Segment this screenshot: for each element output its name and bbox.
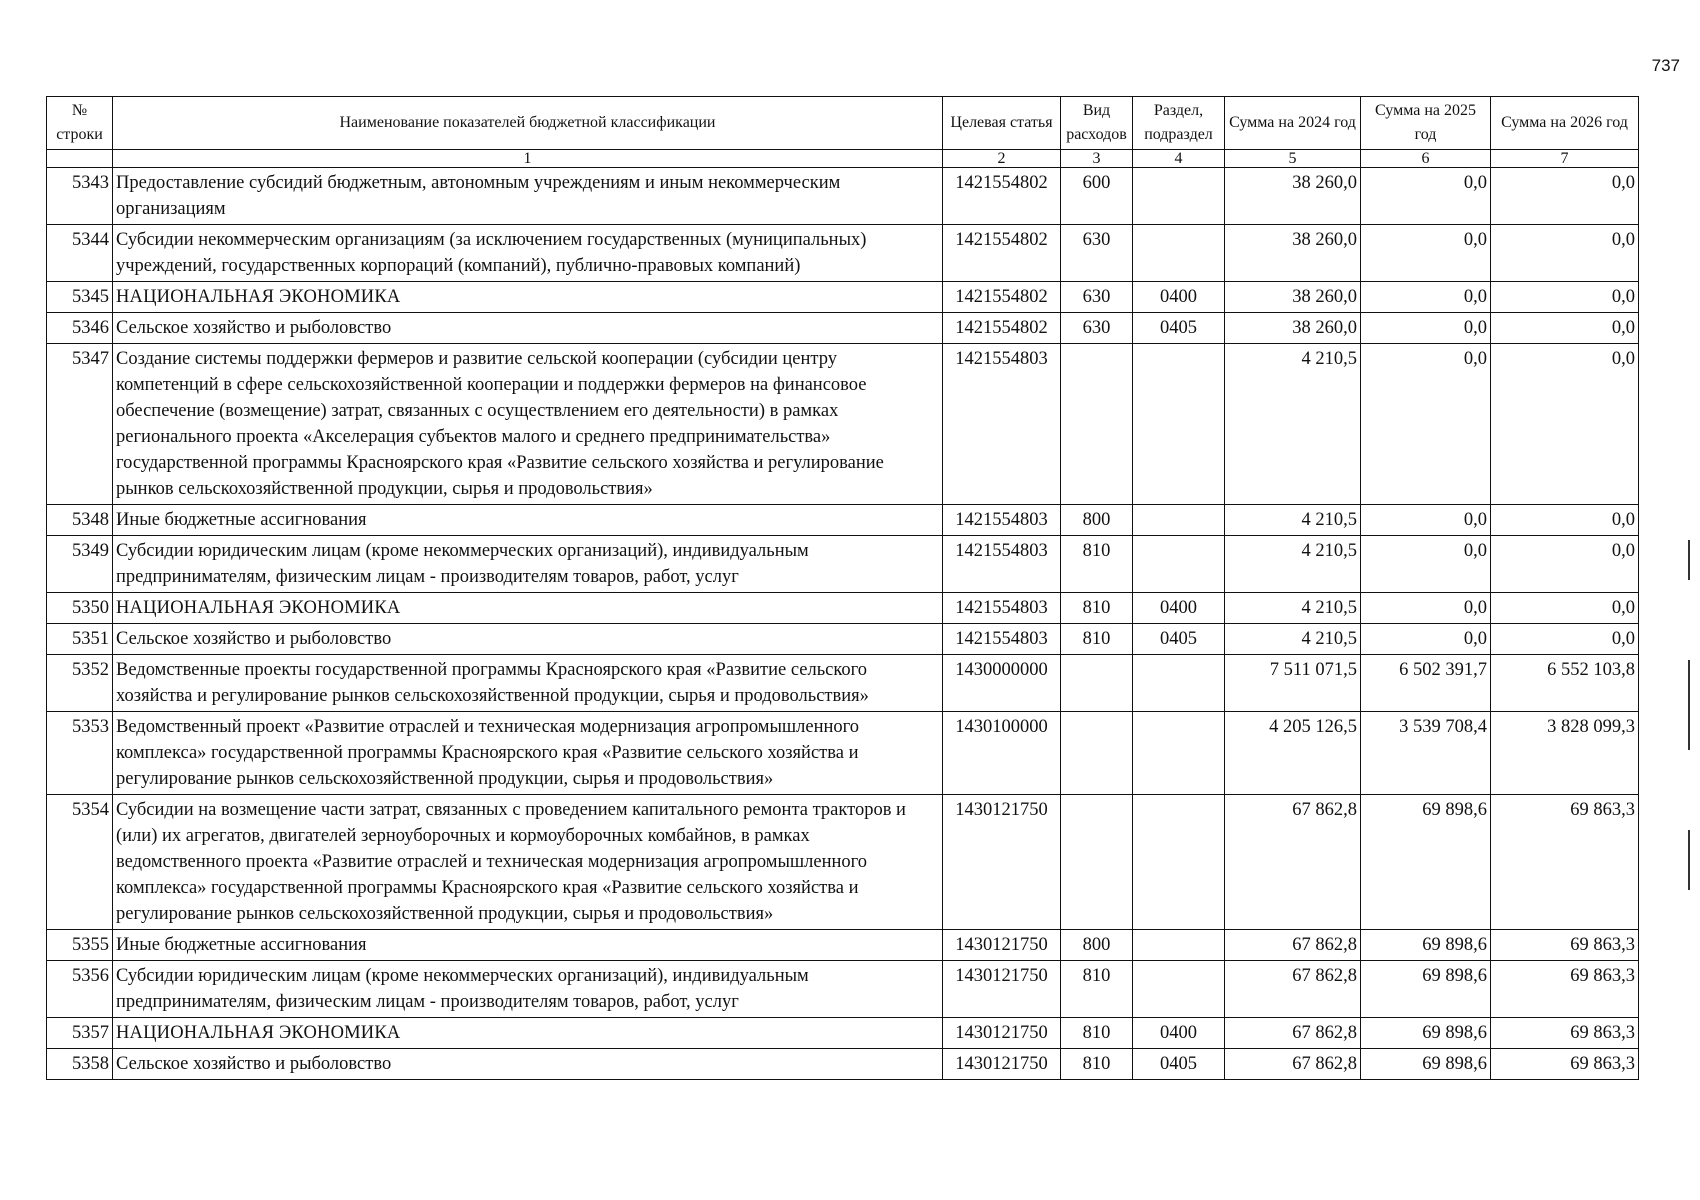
row-name: Ведомственный проект «Развитие отраслей и техническая модернизация агропромышленного комплекса» государственной программы Красноярского края «Развитие сельского хозяйства и регулирование рынков сельскохозяйственной продукции, сырья и продовольствия» bbox=[113, 712, 943, 795]
row-name: Субсидии юридическим лицам (кроме некоммерческих организаций), индивидуальным предпринимателям, физическим лицам - производителям товаров, работ, услуг bbox=[113, 961, 943, 1018]
row-section: 0405 bbox=[1133, 313, 1225, 344]
row-sum-2026: 69 863,3 bbox=[1491, 961, 1639, 1018]
table-row bbox=[47, 313, 1639, 344]
row-name: НАЦИОНАЛЬНАЯ ЭКОНОМИКА bbox=[113, 593, 943, 624]
row-expense-type: 800 bbox=[1061, 505, 1133, 536]
table-row bbox=[47, 624, 1639, 655]
row-sum-2024: 4 205 126,5 bbox=[1225, 712, 1361, 795]
row-sum-2025: 3 539 708,4 bbox=[1361, 712, 1491, 795]
row-target-article: 1421554803 bbox=[943, 505, 1061, 536]
table-row bbox=[47, 344, 1639, 505]
row-sum-2025: 69 898,6 bbox=[1361, 961, 1491, 1018]
table-row bbox=[47, 168, 1639, 225]
row-section bbox=[1133, 655, 1225, 712]
row-expense-type: 600 bbox=[1061, 168, 1133, 225]
row-target-article: 1430000000 bbox=[943, 655, 1061, 712]
row-sum-2026: 0,0 bbox=[1491, 344, 1639, 505]
row-sum-2026: 0,0 bbox=[1491, 593, 1639, 624]
header-sum-2025: Сумма на 2025 год bbox=[1361, 97, 1491, 150]
row-target-article: 1421554803 bbox=[943, 624, 1061, 655]
row-name: Сельское хозяйство и рыболовство bbox=[113, 624, 943, 655]
row-sum-2025: 0,0 bbox=[1361, 624, 1491, 655]
row-section bbox=[1133, 168, 1225, 225]
row-number: 5345 bbox=[47, 282, 113, 313]
row-expense-type: 810 bbox=[1061, 624, 1133, 655]
row-sum-2024: 67 862,8 bbox=[1225, 795, 1361, 930]
row-target-article: 1430121750 bbox=[943, 1018, 1061, 1049]
row-section: 0400 bbox=[1133, 1018, 1225, 1049]
row-name: Иные бюджетные ассигнования bbox=[113, 505, 943, 536]
column-number: 4 bbox=[1133, 150, 1225, 168]
row-expense-type: 630 bbox=[1061, 225, 1133, 282]
header-section: Раздел, подраздел bbox=[1133, 97, 1225, 150]
table-row bbox=[47, 961, 1639, 1018]
row-sum-2025: 0,0 bbox=[1361, 225, 1491, 282]
row-section bbox=[1133, 225, 1225, 282]
row-sum-2025: 69 898,6 bbox=[1361, 1049, 1491, 1080]
table-row bbox=[47, 1018, 1639, 1049]
row-sum-2024: 4 210,5 bbox=[1225, 624, 1361, 655]
row-section bbox=[1133, 505, 1225, 536]
row-target-article: 1421554802 bbox=[943, 282, 1061, 313]
table-row bbox=[47, 282, 1639, 313]
row-sum-2024: 38 260,0 bbox=[1225, 282, 1361, 313]
row-sum-2026: 6 552 103,8 bbox=[1491, 655, 1639, 712]
row-section bbox=[1133, 536, 1225, 593]
row-expense-type bbox=[1061, 655, 1133, 712]
row-number: 5350 bbox=[47, 593, 113, 624]
row-sum-2024: 67 862,8 bbox=[1225, 930, 1361, 961]
table-row bbox=[47, 1049, 1639, 1080]
column-numbers-row bbox=[47, 150, 1639, 168]
row-sum-2024: 7 511 071,5 bbox=[1225, 655, 1361, 712]
row-expense-type bbox=[1061, 795, 1133, 930]
row-section bbox=[1133, 795, 1225, 930]
row-name: Ведомственные проекты государственной программы Красноярского края «Развитие сельского хозяйства и регулирование рынков сельскохозяйственной продукции, сырья и продовольствия» bbox=[113, 655, 943, 712]
row-number: 5355 bbox=[47, 930, 113, 961]
row-sum-2026: 69 863,3 bbox=[1491, 930, 1639, 961]
scan-mark bbox=[1688, 540, 1690, 580]
row-number: 5344 bbox=[47, 225, 113, 282]
row-section bbox=[1133, 344, 1225, 505]
row-sum-2025: 0,0 bbox=[1361, 344, 1491, 505]
scan-edge-marks bbox=[1688, 540, 1691, 970]
scan-mark bbox=[1688, 660, 1690, 750]
row-target-article: 1430121750 bbox=[943, 961, 1061, 1018]
table-body bbox=[47, 168, 1639, 1080]
column-number: 5 bbox=[1225, 150, 1361, 168]
table-row bbox=[47, 712, 1639, 795]
row-section: 0400 bbox=[1133, 593, 1225, 624]
row-expense-type: 810 bbox=[1061, 1018, 1133, 1049]
row-name: Сельское хозяйство и рыболовство bbox=[113, 1049, 943, 1080]
row-sum-2026: 3 828 099,3 bbox=[1491, 712, 1639, 795]
row-target-article: 1421554803 bbox=[943, 344, 1061, 505]
row-target-article: 1421554802 bbox=[943, 313, 1061, 344]
column-number: 2 bbox=[943, 150, 1061, 168]
column-number: 1 bbox=[113, 150, 943, 168]
header-name: Наименование показателей бюджетной классификации bbox=[113, 97, 943, 150]
row-target-article: 1421554802 bbox=[943, 168, 1061, 225]
table-row bbox=[47, 593, 1639, 624]
column-number: 6 bbox=[1361, 150, 1491, 168]
header-sum-2024: Сумма на 2024 год bbox=[1225, 97, 1361, 150]
table-row bbox=[47, 930, 1639, 961]
row-section: 0400 bbox=[1133, 282, 1225, 313]
row-target-article: 1430100000 bbox=[943, 712, 1061, 795]
row-sum-2026: 0,0 bbox=[1491, 225, 1639, 282]
row-expense-type: 810 bbox=[1061, 1049, 1133, 1080]
row-sum-2024: 4 210,5 bbox=[1225, 536, 1361, 593]
row-sum-2024: 4 210,5 bbox=[1225, 505, 1361, 536]
row-number: 5351 bbox=[47, 624, 113, 655]
table-row bbox=[47, 655, 1639, 712]
row-sum-2024: 38 260,0 bbox=[1225, 225, 1361, 282]
row-sum-2025: 0,0 bbox=[1361, 168, 1491, 225]
row-sum-2026: 69 863,3 bbox=[1491, 795, 1639, 930]
row-name: Сельское хозяйство и рыболовство bbox=[113, 313, 943, 344]
row-sum-2025: 0,0 bbox=[1361, 536, 1491, 593]
row-number: 5353 bbox=[47, 712, 113, 795]
row-section: 0405 bbox=[1133, 1049, 1225, 1080]
row-section: 0405 bbox=[1133, 624, 1225, 655]
row-target-article: 1421554803 bbox=[943, 536, 1061, 593]
row-target-article: 1421554802 bbox=[943, 225, 1061, 282]
row-name: Иные бюджетные ассигнования bbox=[113, 930, 943, 961]
row-target-article: 1430121750 bbox=[943, 1049, 1061, 1080]
header-row-number: № строки bbox=[47, 97, 113, 150]
page-number: 737 bbox=[1651, 56, 1680, 75]
row-section bbox=[1133, 712, 1225, 795]
row-sum-2026: 0,0 bbox=[1491, 282, 1639, 313]
row-number: 5346 bbox=[47, 313, 113, 344]
row-expense-type bbox=[1061, 712, 1133, 795]
row-sum-2025: 0,0 bbox=[1361, 313, 1491, 344]
row-expense-type: 810 bbox=[1061, 593, 1133, 624]
row-expense-type: 810 bbox=[1061, 961, 1133, 1018]
row-sum-2025: 69 898,6 bbox=[1361, 1018, 1491, 1049]
row-number: 5347 bbox=[47, 344, 113, 505]
row-sum-2026: 0,0 bbox=[1491, 168, 1639, 225]
row-sum-2026: 0,0 bbox=[1491, 536, 1639, 593]
column-number: 7 bbox=[1491, 150, 1639, 168]
row-section bbox=[1133, 961, 1225, 1018]
row-sum-2025: 0,0 bbox=[1361, 505, 1491, 536]
row-target-article: 1430121750 bbox=[943, 930, 1061, 961]
row-name: НАЦИОНАЛЬНАЯ ЭКОНОМИКА bbox=[113, 282, 943, 313]
row-expense-type: 630 bbox=[1061, 313, 1133, 344]
row-sum-2024: 38 260,0 bbox=[1225, 168, 1361, 225]
row-number: 5358 bbox=[47, 1049, 113, 1080]
header-expense-type: Вид расходов bbox=[1061, 97, 1133, 150]
row-sum-2024: 38 260,0 bbox=[1225, 313, 1361, 344]
row-name: Предоставление субсидий бюджетным, автономным учреждениям и иным некоммерческим организациям bbox=[113, 168, 943, 225]
row-sum-2026: 0,0 bbox=[1491, 624, 1639, 655]
row-name: Субсидии на возмещение части затрат, связанных с проведением капитального ремонта тракторов и (или) их агрегатов, двигателей зерноуборочных и кормоуборочных комбайнов, в рамках ведомственного проекта «Развитие отраслей и техническая модернизация агропромышленного комплекса» государственной программы Красноярского края «Развитие сельского хозяйства и регулирование рынков сельскохозяйственной продукции, сырья и продовольствия» bbox=[113, 795, 943, 930]
row-target-article: 1421554803 bbox=[943, 593, 1061, 624]
row-name: НАЦИОНАЛЬНАЯ ЭКОНОМИКА bbox=[113, 1018, 943, 1049]
row-sum-2025: 69 898,6 bbox=[1361, 930, 1491, 961]
row-sum-2026: 0,0 bbox=[1491, 505, 1639, 536]
row-sum-2026: 69 863,3 bbox=[1491, 1018, 1639, 1049]
row-sum-2025: 69 898,6 bbox=[1361, 795, 1491, 930]
row-target-article: 1430121750 bbox=[943, 795, 1061, 930]
row-sum-2024: 67 862,8 bbox=[1225, 1049, 1361, 1080]
table-row bbox=[47, 536, 1639, 593]
row-sum-2026: 0,0 bbox=[1491, 313, 1639, 344]
row-number: 5354 bbox=[47, 795, 113, 930]
header-row bbox=[47, 97, 1639, 150]
row-number: 5348 bbox=[47, 505, 113, 536]
row-sum-2025: 0,0 bbox=[1361, 593, 1491, 624]
row-sum-2024: 4 210,5 bbox=[1225, 344, 1361, 505]
row-sum-2024: 4 210,5 bbox=[1225, 593, 1361, 624]
row-sum-2025: 0,0 bbox=[1361, 282, 1491, 313]
row-number: 5356 bbox=[47, 961, 113, 1018]
row-sum-2025: 6 502 391,7 bbox=[1361, 655, 1491, 712]
header-sum-2026: Сумма на 2026 год bbox=[1491, 97, 1639, 150]
column-number bbox=[47, 150, 113, 168]
row-number: 5357 bbox=[47, 1018, 113, 1049]
table-row bbox=[47, 225, 1639, 282]
row-sum-2024: 67 862,8 bbox=[1225, 1018, 1361, 1049]
row-number: 5343 bbox=[47, 168, 113, 225]
scan-mark bbox=[1688, 830, 1690, 890]
row-name: Создание системы поддержки фермеров и развитие сельской кооперации (субсидии центру компетенций в сфере сельскохозяйственной кооперации и поддержки фермеров на финансовое обеспечение (возмещение) затрат, связанных с осуществлением его деятельности) в рамках регионального проекта «Акселерация субъектов малого и среднего предпринимательства» государственной программы Красноярского края «Развитие сельского хозяйства и регулирование рынков сельскохозяйственной продукции, сырья и продовольствия» bbox=[113, 344, 943, 505]
table-row bbox=[47, 505, 1639, 536]
table-row bbox=[47, 795, 1639, 930]
header-target-article: Целевая статья bbox=[943, 97, 1061, 150]
row-expense-type: 630 bbox=[1061, 282, 1133, 313]
row-name: Субсидии некоммерческим организациям (за исключением государственных (муниципальных) учреждений, государственных корпораций (компаний), публично-правовых компаний) bbox=[113, 225, 943, 282]
table-header bbox=[47, 97, 1639, 168]
row-name: Субсидии юридическим лицам (кроме некоммерческих организаций), индивидуальным предпринимателям, физическим лицам - производителям товаров, работ, услуг bbox=[113, 536, 943, 593]
row-sum-2026: 69 863,3 bbox=[1491, 1049, 1639, 1080]
budget-table bbox=[46, 96, 1639, 1080]
row-number: 5349 bbox=[47, 536, 113, 593]
row-sum-2024: 67 862,8 bbox=[1225, 961, 1361, 1018]
column-number: 3 bbox=[1061, 150, 1133, 168]
row-number: 5352 bbox=[47, 655, 113, 712]
row-section bbox=[1133, 930, 1225, 961]
row-expense-type: 800 bbox=[1061, 930, 1133, 961]
row-expense-type bbox=[1061, 344, 1133, 505]
row-expense-type: 810 bbox=[1061, 536, 1133, 593]
